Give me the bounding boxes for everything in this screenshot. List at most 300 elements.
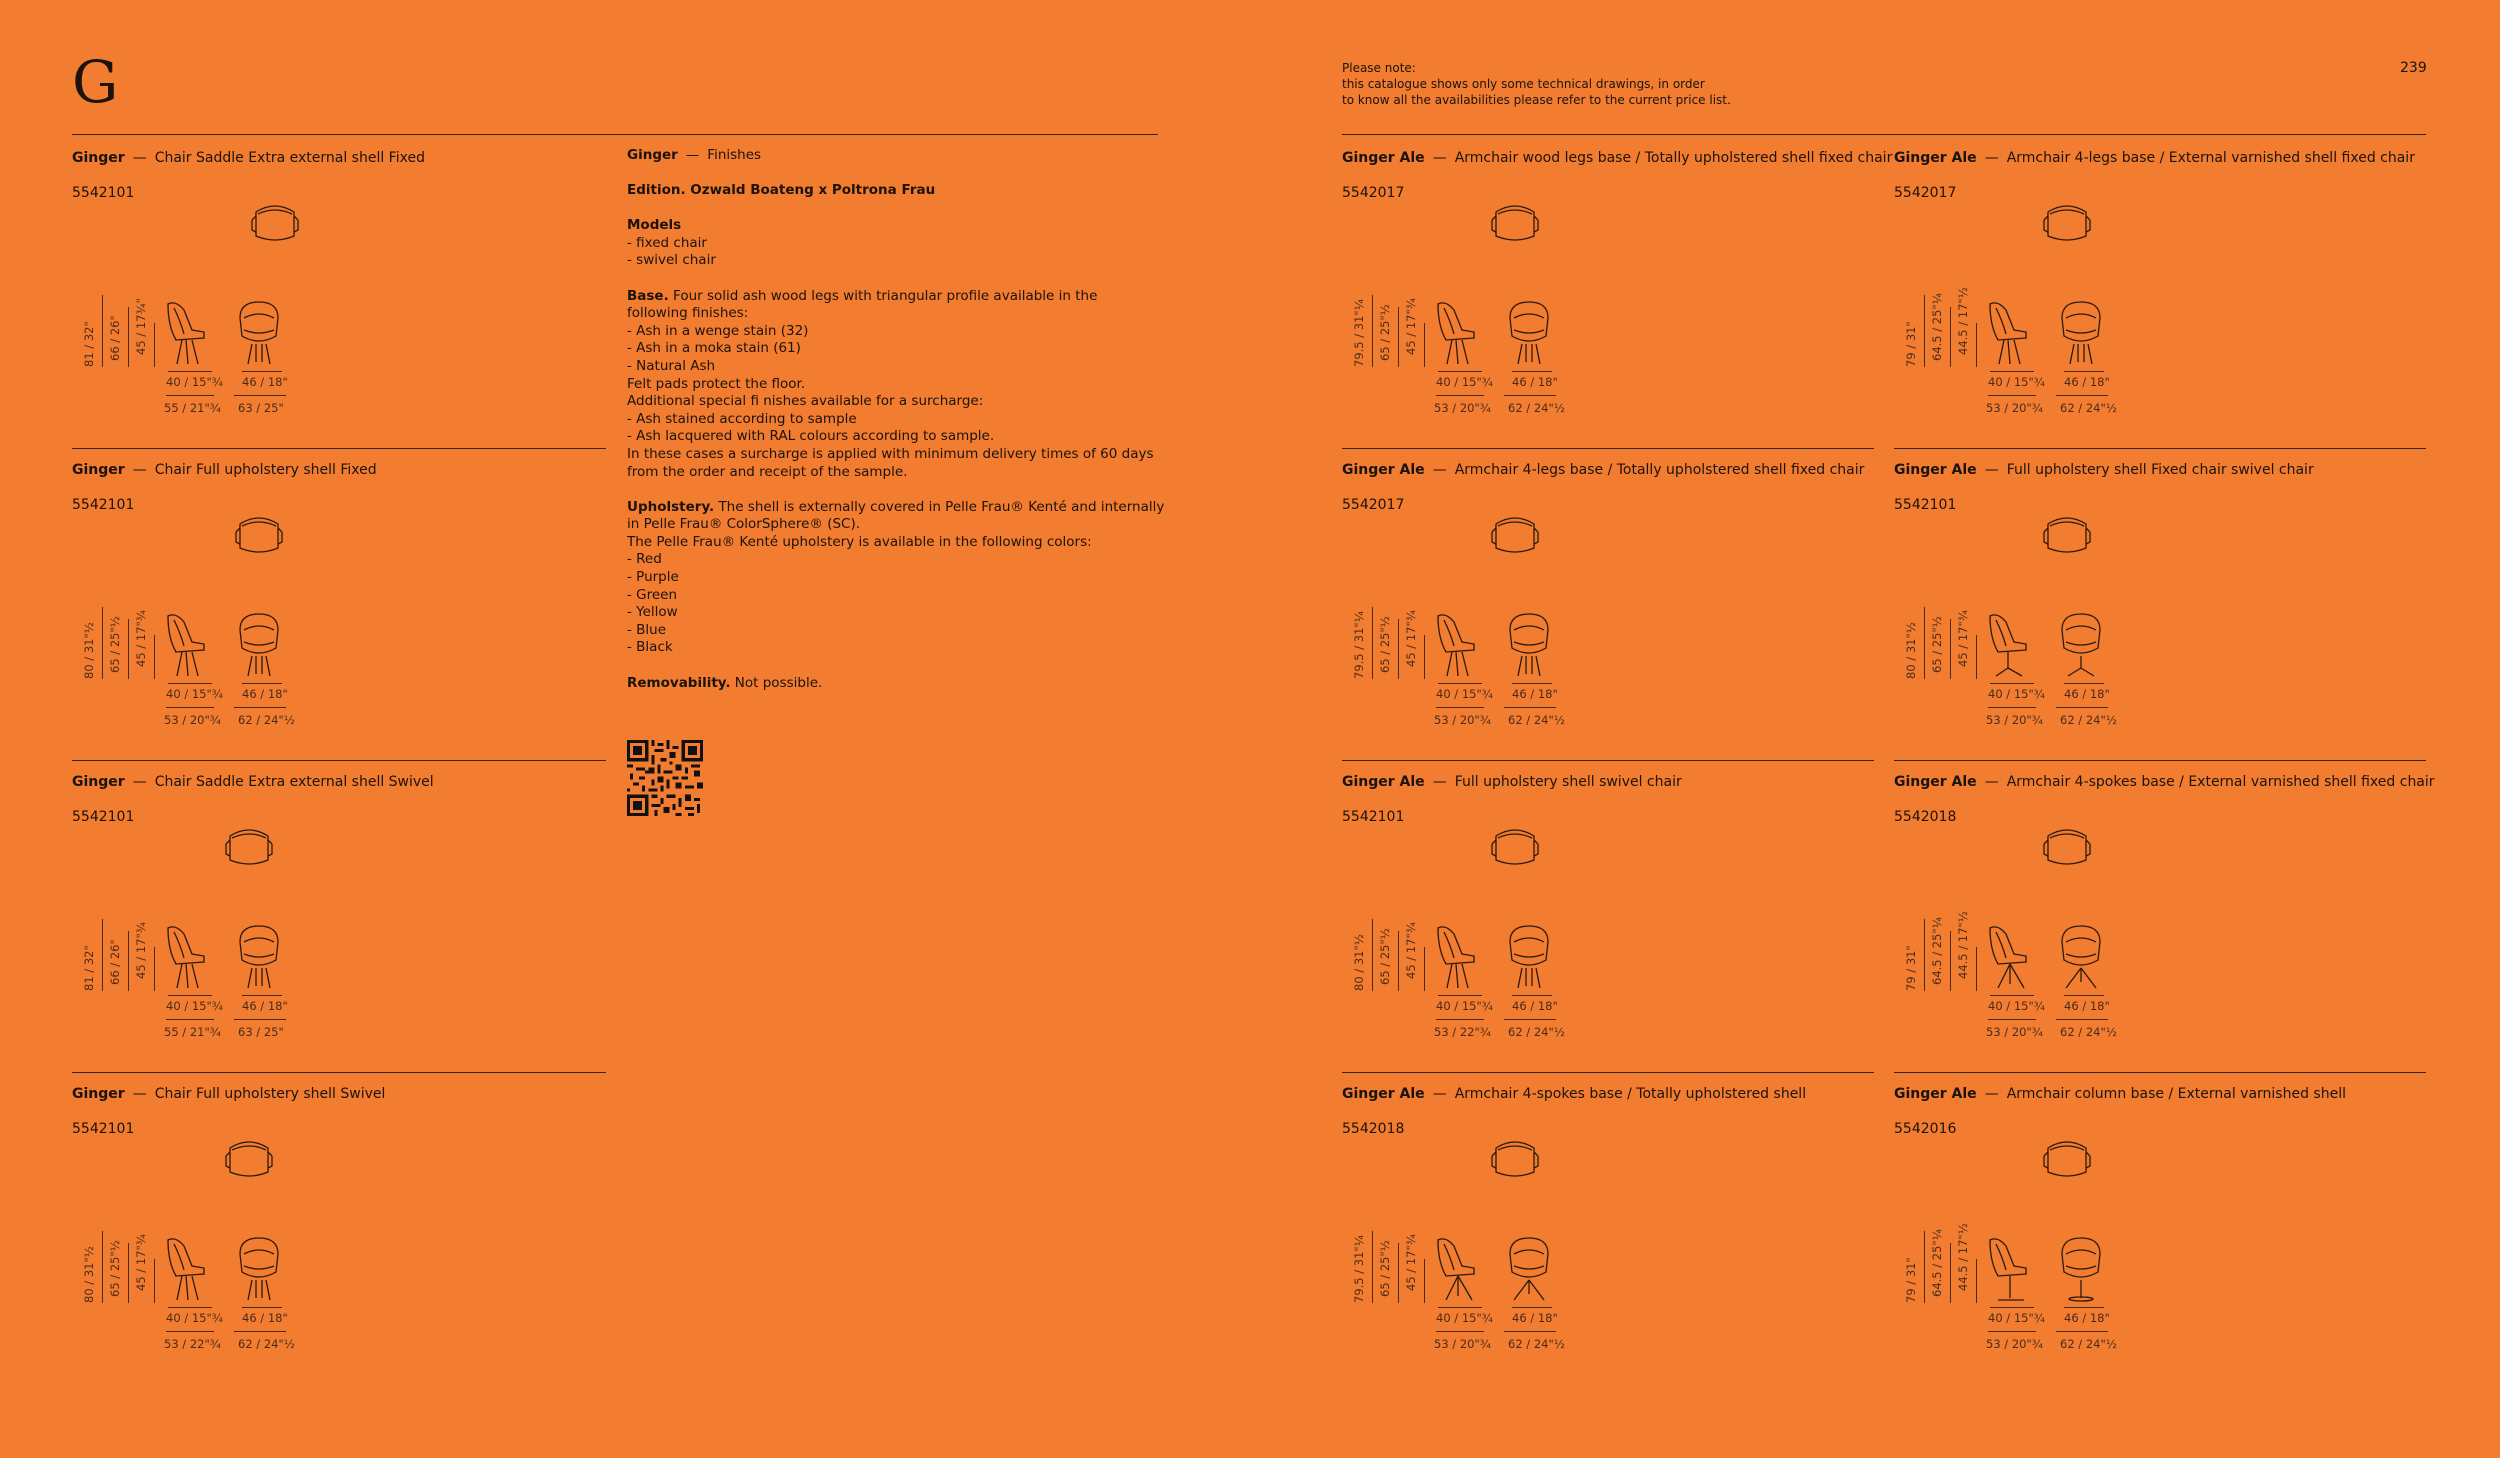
base-line: Four solid ash wood legs with triangular profile available in the	[673, 287, 1098, 304]
dimension-line	[1976, 635, 1977, 679]
product-section	[1342, 774, 1872, 1074]
product-brand: Ginger Ale	[1342, 462, 1425, 478]
dimension-line	[128, 307, 129, 367]
height-total-label: 79.5 / 31"¼	[1352, 611, 1366, 679]
product-title: Ginger — Chair Saddle Extra external shell Fixed	[72, 150, 425, 166]
chair-front-view-icon	[2056, 300, 2106, 372]
chair-top-view-icon	[2042, 512, 2092, 560]
dimension-line	[1988, 395, 2036, 396]
dimension-line	[168, 995, 212, 996]
base-line: - Ash in a wenge stain (32)	[627, 322, 809, 339]
base-line: - Ash stained according to sample	[627, 410, 857, 427]
dimension-line	[166, 707, 214, 708]
width-label: 46 / 18"	[1512, 687, 1558, 701]
dimension-drawing	[1352, 919, 1612, 1059]
width-label: 46 / 18"	[2064, 1311, 2110, 1325]
upholstery-line: The shell is externally covered in Pelle Frau® Kenté and internally	[718, 498, 1165, 515]
product-code: 5542018	[1342, 1121, 1405, 1137]
dimension-line	[168, 683, 212, 684]
height-arm-label: 65 / 25"½	[108, 616, 122, 673]
height-total-label: 80 / 31"½	[1904, 622, 1918, 679]
dimension-line	[1990, 683, 2034, 684]
chair-side-view-icon	[1432, 924, 1482, 996]
overall-width-label: 62 / 24"½	[2060, 401, 2117, 415]
product-description: Full upholstery shell Fixed chair swivel chair	[2006, 462, 2314, 478]
chair-side-view-icon	[1984, 1236, 2034, 1308]
dimension-line	[166, 1331, 214, 1332]
chair-top-view-icon	[1490, 512, 1540, 560]
base-line: In these cases a surcharge is applied with minimum delivery times of 60 days	[627, 445, 1154, 462]
dimension-line	[1438, 371, 1482, 372]
product-brand: Ginger	[72, 774, 125, 790]
upholstery-color: - Green	[627, 586, 678, 603]
depth-label: 55 / 21"¾	[164, 401, 221, 415]
dimension-line	[128, 619, 129, 679]
product-section	[1342, 462, 1872, 762]
chair-side-view-icon	[1432, 612, 1482, 684]
height-seat-label: 44.5 / 17"½	[1956, 911, 1970, 979]
height-seat-label: 45 / 17"¾	[1404, 922, 1418, 979]
dimension-line	[1950, 931, 1951, 991]
dimension-drawing	[82, 607, 342, 747]
overall-width-label: 62 / 24"½	[238, 713, 295, 727]
width-label: 46 / 18"	[1512, 1311, 1558, 1325]
base-line: Felt pads protect the floor.	[627, 375, 806, 392]
dimension-line	[234, 707, 286, 708]
finishes-block	[627, 147, 1167, 710]
removability-line	[627, 675, 1167, 693]
width-label: 46 / 18"	[1512, 999, 1558, 1013]
product-brand: Ginger Ale	[1342, 150, 1425, 166]
product-brand: Ginger Ale	[1342, 1086, 1425, 1102]
upholstery-color: - Yellow	[627, 604, 678, 621]
product-title: Ginger Ale — Armchair 4-legs base / Totally upholstered shell fixed chair	[1342, 462, 1865, 478]
product-brand: Ginger Ale	[1894, 774, 1977, 790]
chair-top-view-icon	[1490, 824, 1540, 872]
product-section	[72, 1086, 602, 1386]
chair-side-view-icon	[1984, 612, 2034, 684]
dimension-drawing	[82, 295, 342, 435]
dimension-line	[1988, 1019, 2036, 1020]
upholstery-color: - Purple	[627, 569, 679, 586]
dimension-line	[1924, 919, 1925, 991]
qr-code-icon[interactable]	[627, 740, 703, 816]
product-code: 5542018	[1894, 809, 1957, 825]
product-title: Ginger Ale — Armchair 4-spokes base / Totally upholstered shell	[1342, 1086, 1807, 1102]
overall-width-label: 63 / 25"	[238, 401, 284, 415]
note-line: this catalogue shows only some technical drawings, in order	[1342, 77, 1705, 91]
product-section	[1894, 774, 2435, 1074]
product-title: Ginger Ale — Armchair 4-spokes base / External varnished shell fixed chair	[1894, 774, 2435, 790]
height-arm-label: 66 / 26"	[108, 939, 122, 985]
height-arm-label: 65 / 25"½	[108, 1240, 122, 1297]
product-description: Chair Saddle Extra external shell Fixed	[154, 150, 425, 166]
overall-width-label: 62 / 24"½	[238, 1337, 295, 1351]
dimension-line	[2056, 395, 2108, 396]
base-line: following finishes:	[627, 305, 749, 322]
chair-top-view-icon	[2042, 1136, 2092, 1184]
depth-label: 53 / 20"¾	[1986, 1337, 2043, 1351]
product-description: Chair Saddle Extra external shell Swivel	[154, 774, 434, 790]
chair-top-view-icon	[2042, 824, 2092, 872]
seat-width-label: 40 / 15"¾	[166, 375, 223, 389]
dimension-line	[154, 1259, 155, 1303]
product-section	[1894, 462, 2424, 762]
dimension-line	[1424, 323, 1425, 367]
product-description: Armchair 4-spokes base / Totally upholstered shell	[1454, 1086, 1807, 1102]
chair-top-view-icon	[1490, 200, 1540, 248]
chair-front-view-icon	[234, 1236, 284, 1308]
dimension-line	[2056, 1331, 2108, 1332]
product-title: Ginger Ale — Full upholstery shell swivel chair	[1342, 774, 1682, 790]
seat-width-label: 40 / 15"¾	[1436, 375, 1493, 389]
seat-width-label: 40 / 15"¾	[1988, 999, 2045, 1013]
product-brand: Ginger	[72, 462, 125, 478]
depth-label: 53 / 20"¾	[164, 713, 221, 727]
model-item: - fixed chair	[627, 234, 707, 251]
dimension-line	[242, 683, 282, 684]
overall-width-label: 62 / 24"½	[1508, 401, 1565, 415]
product-section	[1894, 150, 2424, 450]
depth-label: 53 / 22"¾	[164, 1337, 221, 1351]
upholstery-line: The Pelle Frau® Kenté upholstery is available in the following colors:	[627, 533, 1092, 550]
dimension-line	[102, 295, 103, 367]
dimension-line	[1504, 1331, 1556, 1332]
seat-width-label: 40 / 15"¾	[1436, 1311, 1493, 1325]
chair-front-view-icon	[2056, 1236, 2106, 1308]
chair-side-view-icon	[1432, 1236, 1482, 1308]
height-seat-label: 45 / 17"¾	[1404, 298, 1418, 355]
dimension-line	[1504, 1019, 1556, 1020]
product-brand: Ginger	[72, 1086, 125, 1102]
width-label: 46 / 18"	[2064, 375, 2110, 389]
height-total-label: 80 / 31"½	[82, 622, 96, 679]
header-divider-left	[72, 134, 1158, 135]
product-code: 5542016	[1894, 1121, 1957, 1137]
product-section	[1342, 1086, 1872, 1386]
dimension-line	[1372, 607, 1373, 679]
height-total-label: 80 / 31"½	[82, 1246, 96, 1303]
dimension-line	[1398, 307, 1399, 367]
dimension-line	[1512, 995, 1552, 996]
dimension-line	[1424, 635, 1425, 679]
height-seat-label: 45 / 17"¾	[1404, 1234, 1418, 1291]
height-arm-label: 65 / 25"½	[1378, 304, 1392, 361]
base-line: - Natural Ash	[627, 357, 716, 374]
dimension-line	[154, 635, 155, 679]
height-total-label: 80 / 31"½	[1352, 934, 1366, 991]
base-line: - Ash in a moka stain (61)	[627, 340, 801, 357]
model-item: - swivel chair	[627, 252, 716, 269]
dimension-line	[1924, 1231, 1925, 1303]
dimension-line	[2064, 1307, 2104, 1308]
dimension-line	[1976, 947, 1977, 991]
product-title: Ginger — Chair Full upholstery shell Fixed	[72, 462, 377, 478]
dimension-line	[102, 919, 103, 991]
dimension-line	[234, 1331, 286, 1332]
height-total-label: 81 / 32"	[82, 321, 96, 367]
chair-front-view-icon	[1504, 300, 1554, 372]
dimension-line	[1424, 1259, 1425, 1303]
product-description: Chair Full upholstery shell Fixed	[154, 462, 377, 478]
overall-width-label: 62 / 24"½	[1508, 1337, 1565, 1351]
dimension-line	[128, 931, 129, 991]
chair-top-view-icon	[234, 512, 284, 560]
height-total-label: 81 / 32"	[82, 945, 96, 991]
dimension-line	[1976, 323, 1977, 367]
dimension-line	[1512, 1307, 1552, 1308]
depth-label: 53 / 20"¾	[1434, 713, 1491, 727]
dimension-line	[1950, 1243, 1951, 1303]
upholstery-color: - Black	[627, 639, 673, 656]
base-label: Base.	[627, 287, 669, 304]
chair-side-view-icon	[162, 300, 212, 372]
upholstery-label: Upholstery.	[627, 498, 715, 515]
chair-front-view-icon	[1504, 924, 1554, 996]
product-brand: Ginger Ale	[1894, 462, 1977, 478]
product-title: Ginger Ale — Armchair 4-legs base / External varnished shell fixed chair	[1894, 150, 2415, 166]
chair-front-view-icon	[1504, 612, 1554, 684]
dimension-line	[1512, 683, 1552, 684]
width-label: 46 / 18"	[242, 1311, 288, 1325]
dimension-line	[102, 607, 103, 679]
product-title: Ginger Ale — Armchair wood legs base / Totally upholstered shell fixed chair	[1342, 150, 1893, 166]
height-arm-label: 65 / 25"½	[1378, 1240, 1392, 1297]
seat-width-label: 40 / 15"¾	[1436, 999, 1493, 1013]
product-section	[72, 462, 602, 762]
dimension-line	[1424, 947, 1425, 991]
height-seat-label: 45 / 17"¾	[134, 610, 148, 667]
depth-label: 53 / 20"¾	[1986, 713, 2043, 727]
overall-width-label: 62 / 24"½	[1508, 713, 1565, 727]
height-arm-label: 64.5 / 25"¼	[1930, 293, 1944, 361]
dimension-line	[1436, 1331, 1484, 1332]
product-title: Ginger — Chair Full upholstery shell Swivel	[72, 1086, 386, 1102]
header-divider-right	[1342, 134, 2426, 135]
dimension-line	[1976, 1259, 1977, 1303]
page-number: 239	[2400, 60, 2427, 76]
removability-value: Not possible.	[734, 674, 823, 691]
seat-width-label: 40 / 15"¾	[166, 999, 223, 1013]
product-description: Armchair column base / External varnished shell	[2006, 1086, 2346, 1102]
depth-label: 53 / 20"¾	[1434, 1337, 1491, 1351]
dimension-line	[1950, 619, 1951, 679]
dimension-line	[1436, 1019, 1484, 1020]
height-seat-label: 44.5 / 17"½	[1956, 1223, 1970, 1291]
width-label: 46 / 18"	[1512, 375, 1558, 389]
dimension-line	[1438, 1307, 1482, 1308]
upholstery-paragraph	[627, 499, 1167, 657]
height-total-label: 79.5 / 31"¼	[1352, 1235, 1366, 1303]
product-title: Ginger Ale — Armchair column base / External varnished shell	[1894, 1086, 2346, 1102]
product-code: 5542017	[1894, 185, 1957, 201]
base-line: from the order and receipt of the sample.	[627, 463, 908, 480]
seat-width-label: 40 / 15"¾	[1436, 687, 1493, 701]
dimension-line	[242, 371, 282, 372]
width-label: 46 / 18"	[242, 375, 288, 389]
overall-width-label: 62 / 24"½	[2060, 713, 2117, 727]
product-description: Armchair 4-spokes base / External varnished shell fixed chair	[2006, 774, 2435, 790]
product-brand: Ginger	[72, 150, 125, 166]
depth-label: 53 / 20"¾	[1434, 401, 1491, 415]
models-title: Models	[627, 217, 682, 234]
product-code: 5542101	[72, 1121, 135, 1137]
chair-side-view-icon	[162, 1236, 212, 1308]
height-total-label: 79 / 31"	[1904, 945, 1918, 991]
product-code: 5542101	[72, 497, 135, 513]
dimension-line	[2064, 371, 2104, 372]
chair-side-view-icon	[1984, 924, 2034, 996]
product-brand: Ginger Ale	[1342, 774, 1425, 790]
product-brand: Ginger Ale	[1894, 150, 1977, 166]
product-section	[72, 150, 602, 450]
chair-front-view-icon	[2056, 612, 2106, 684]
chair-top-view-icon	[2042, 200, 2092, 248]
finishes-heading: Finishes	[707, 147, 762, 163]
base-line: - Ash lacquered with RAL colours according to sample.	[627, 428, 995, 445]
product-section	[1342, 150, 1893, 450]
product-section	[1894, 1086, 2424, 1386]
dimension-line	[2056, 1019, 2108, 1020]
dimension-line	[168, 371, 212, 372]
product-title: Ginger Ale — Full upholstery shell Fixed chair swivel chair	[1894, 462, 2314, 478]
width-label: 46 / 18"	[242, 999, 288, 1013]
dimension-line	[1398, 619, 1399, 679]
dimension-line	[2064, 683, 2104, 684]
dimension-drawing	[1904, 287, 2164, 435]
chair-top-view-icon	[250, 200, 300, 248]
height-arm-label: 65 / 25"½	[1378, 616, 1392, 673]
seat-width-label: 40 / 15"¾	[166, 1311, 223, 1325]
height-total-label: 79.5 / 31"¼	[1352, 299, 1366, 367]
dimension-drawing	[1904, 911, 2164, 1059]
overall-width-label: 62 / 24"½	[2060, 1337, 2117, 1351]
width-label: 46 / 18"	[2064, 687, 2110, 701]
dimension-drawing	[82, 919, 342, 1059]
section-letter: G	[72, 48, 119, 116]
height-seat-label: 45 / 17"¾	[134, 1234, 148, 1291]
base-line: Additional special fi nishes available for a surcharge:	[627, 393, 984, 410]
seat-width-label: 40 / 15"¾	[1988, 375, 2045, 389]
width-label: 46 / 18"	[2064, 999, 2110, 1013]
product-code: 5542101	[72, 809, 135, 825]
dimension-line	[1436, 707, 1484, 708]
height-seat-label: 45 / 17"¾	[1956, 610, 1970, 667]
dimension-line	[1990, 371, 2034, 372]
dimension-drawing	[1352, 1231, 1612, 1371]
dimension-drawing	[1352, 295, 1612, 435]
product-code: 5542017	[1342, 185, 1405, 201]
chair-side-view-icon	[1984, 300, 2034, 372]
dimension-line	[1438, 683, 1482, 684]
edition-line: Edition. Ozwald Boateng x Poltrona Frau	[627, 182, 936, 198]
dimension-line	[154, 323, 155, 367]
height-total-label: 79 / 31"	[1904, 321, 1918, 367]
upholstery-color: - Red	[627, 551, 662, 568]
height-arm-label: 66 / 26"	[108, 315, 122, 361]
product-title: Ginger — Chair Saddle Extra external shell Swivel	[72, 774, 434, 790]
finishes-title: Ginger — Finishes	[627, 147, 762, 163]
dimension-line	[234, 395, 286, 396]
removability-label: Removability.	[627, 674, 731, 691]
height-arm-label: 65 / 25"½	[1378, 928, 1392, 985]
depth-label: 55 / 21"¾	[164, 1025, 221, 1039]
dimension-line	[166, 1019, 214, 1020]
height-seat-label: 45 / 17"¾	[1404, 610, 1418, 667]
seat-width-label: 40 / 15"¾	[166, 687, 223, 701]
chair-top-view-icon	[224, 1136, 274, 1184]
product-code: 5542017	[1342, 497, 1405, 513]
chair-front-view-icon	[1504, 1236, 1554, 1308]
height-arm-label: 65 / 25"½	[1930, 616, 1944, 673]
dimension-line	[168, 1307, 212, 1308]
upholstery-line: in Pelle Frau® ColorSphere® (SC).	[627, 516, 861, 533]
dimension-line	[1504, 395, 1556, 396]
dimension-line	[1924, 607, 1925, 679]
dimension-line	[1438, 995, 1482, 996]
depth-label: 53 / 22"¾	[1434, 1025, 1491, 1039]
dimension-line	[102, 1231, 103, 1303]
overall-width-label: 63 / 25"	[238, 1025, 284, 1039]
chair-side-view-icon	[1432, 300, 1482, 372]
dimension-drawing	[82, 1231, 342, 1371]
product-description: Armchair 4-legs base / Totally upholstered shell fixed chair	[1454, 462, 1865, 478]
product-description: Armchair 4-legs base / External varnished shell fixed chair	[2006, 150, 2415, 166]
dimension-line	[1398, 1243, 1399, 1303]
product-code: 5542101	[1894, 497, 1957, 513]
base-paragraph	[627, 288, 1167, 482]
chair-front-view-icon	[2056, 924, 2106, 996]
dimension-line	[1988, 1331, 2036, 1332]
dimension-line	[1990, 995, 2034, 996]
dimension-line	[2056, 707, 2108, 708]
dimension-line	[128, 1243, 129, 1303]
overall-width-label: 62 / 24"½	[2060, 1025, 2117, 1039]
height-arm-label: 64.5 / 25"¼	[1930, 1229, 1944, 1297]
chair-top-view-icon	[224, 824, 274, 872]
chair-side-view-icon	[162, 612, 212, 684]
chair-front-view-icon	[234, 924, 284, 996]
dimension-line	[1372, 295, 1373, 367]
height-seat-label: 45 / 17¾"	[134, 298, 148, 355]
width-label: 46 / 18"	[242, 687, 288, 701]
product-description: Armchair wood legs base / Totally upholstered shell fixed chair	[1454, 150, 1893, 166]
dimension-drawing	[1904, 1223, 2164, 1371]
dimension-line	[1924, 295, 1925, 367]
chair-side-view-icon	[162, 924, 212, 996]
dimension-line	[1372, 919, 1373, 991]
seat-width-label: 40 / 15"¾	[1988, 687, 2045, 701]
dimension-line	[1398, 931, 1399, 991]
dimension-line	[2064, 995, 2104, 996]
overall-width-label: 62 / 24"½	[1508, 1025, 1565, 1039]
dimension-line	[1504, 707, 1556, 708]
dimension-line	[154, 947, 155, 991]
product-code: 5542101	[72, 185, 135, 201]
product-code: 5542101	[1342, 809, 1405, 825]
dimension-line	[1512, 371, 1552, 372]
chair-front-view-icon	[234, 612, 284, 684]
chair-front-view-icon	[234, 300, 284, 372]
product-brand: Ginger Ale	[1894, 1086, 1977, 1102]
height-arm-label: 64.5 / 25"¼	[1930, 917, 1944, 985]
height-seat-label: 45 / 17"¾	[134, 922, 148, 979]
chair-top-view-icon	[1490, 1136, 1540, 1184]
dimension-line	[242, 1307, 282, 1308]
dimension-drawing	[1904, 607, 2164, 747]
depth-label: 53 / 20"¾	[1986, 1025, 2043, 1039]
height-total-label: 79 / 31"	[1904, 1257, 1918, 1303]
